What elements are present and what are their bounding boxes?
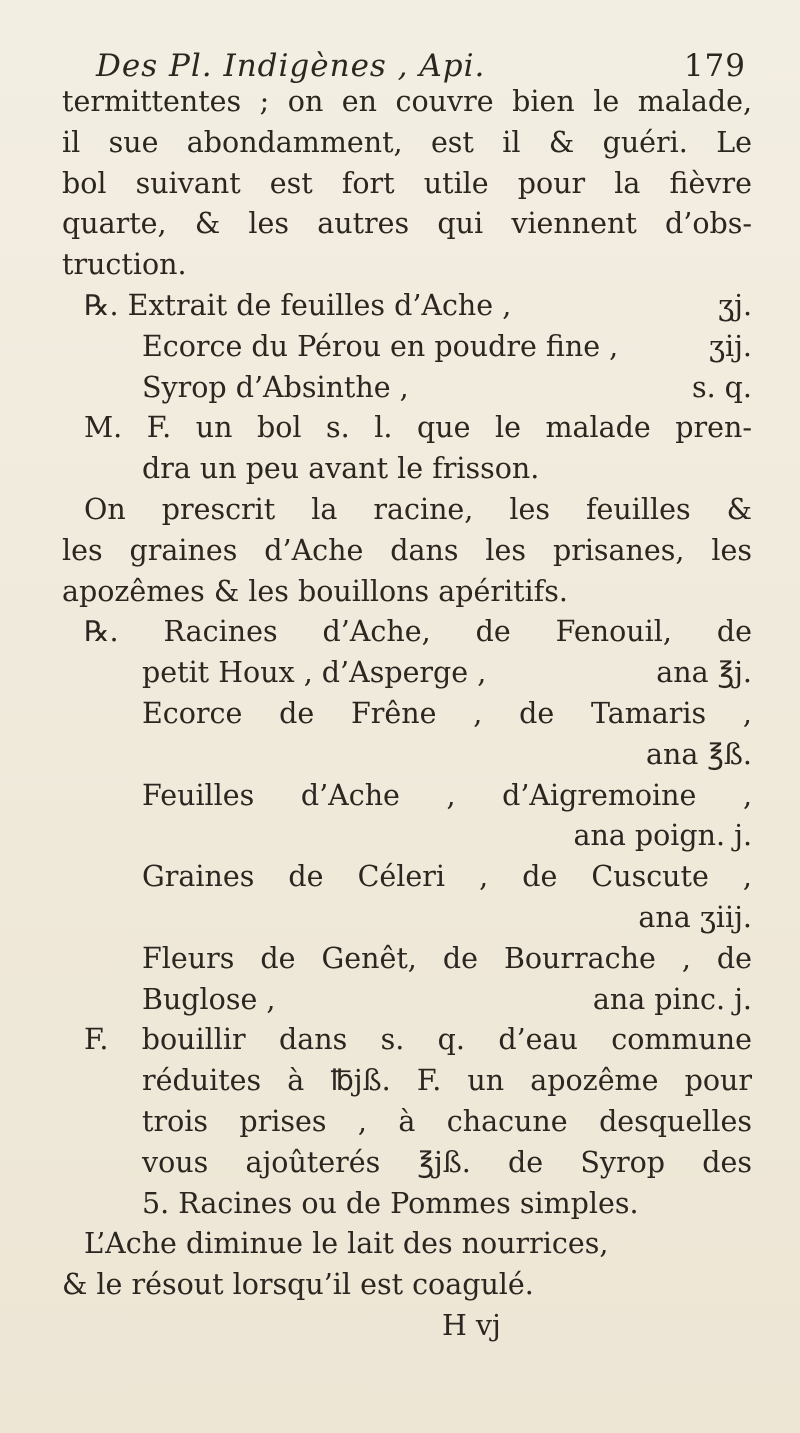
text-line: apozêmes & les bouillons apéritifs. — [62, 574, 568, 608]
text-line: trois prises , à chacune desquelles — [142, 1104, 752, 1138]
dose-label: ana ℥j. — [656, 656, 752, 690]
recipe-text: petit Houx , d’Asperge , — [142, 656, 487, 690]
dose-label: ana poign. j. — [573, 819, 752, 853]
dose-line — [62, 816, 752, 857]
dose-label: ana pinc. j. — [592, 982, 752, 1016]
recipe-line: ℞. Racines d’Ache, de Fenouil, de — [84, 615, 752, 649]
recipe-line: Fleurs de Genêt, de Bourrache , de — [142, 941, 752, 975]
text-line: M. F. un bol s. l. que le malade pren- — [84, 411, 752, 445]
dose-line — [62, 735, 752, 776]
dose-line — [62, 898, 752, 939]
recipe-line: Feuilles d’Ache , d’Aigremoine , — [142, 778, 752, 812]
recipe-text: ℞. Extrait de feuilles d’Ache , — [84, 288, 512, 322]
running-header — [96, 48, 746, 84]
text-line: il sue abondamment, est il & guéri. Le — [62, 125, 752, 159]
dose-label: ʒj. — [718, 288, 752, 322]
text-line: vous ajoûterés ℥jß. de Syrop des — [142, 1145, 752, 1179]
text-line: quarte, & les autres qui viennent d’obs- — [62, 207, 752, 241]
text-line: On prescrit la racine, les feuilles & — [84, 492, 752, 526]
text-line: bol suivant est fort utile pour la fièvre — [62, 166, 752, 200]
signature-mark: H vj — [442, 1308, 501, 1342]
header-title: Des Pl. Indigènes , Api. — [96, 48, 486, 84]
recipe-line — [62, 653, 752, 694]
text-line: les graines d’Ache dans les prisanes, les — [62, 533, 752, 567]
text-line: dra un peu avant le frisson. — [142, 452, 540, 486]
text-line: L’Ache diminue le lait des nourrices, — [84, 1227, 609, 1261]
recipe-line — [62, 368, 752, 409]
dose-label: ana ℥ß. — [646, 737, 752, 771]
dose-label: ʒij. — [708, 329, 752, 363]
text-line: & le résout lorsqu’il est coagulé. — [62, 1268, 534, 1302]
page-number: 179 — [683, 48, 746, 84]
page-text — [62, 82, 752, 1347]
text-line: termittentes ; on en couvre bien le malade, — [62, 85, 752, 118]
recipe-line: Graines de Céleri , de Cuscute , — [142, 860, 752, 894]
recipe-line — [62, 980, 752, 1021]
recipe-text: Ecorce du Pérou en poudre fine , — [142, 329, 619, 363]
dose-label: s. q. — [691, 370, 752, 404]
text-line: truction. — [62, 248, 187, 282]
dose-label: ana ʒiij. — [638, 900, 752, 934]
recipe-text: Buglose , — [142, 982, 276, 1016]
text-line: réduites à ℔jß. F. un apozême pour — [142, 1064, 752, 1098]
recipe-line — [62, 286, 752, 327]
recipe-line: Ecorce de Frêne , de Tamaris , — [142, 696, 752, 730]
recipe-text: Syrop d’Absinthe , — [142, 370, 409, 404]
text-line: F. bouillir dans s. q. d’eau commune — [84, 1023, 752, 1057]
text-line: 5. Racines ou de Pommes simples. — [142, 1186, 639, 1220]
recipe-line — [62, 327, 752, 368]
